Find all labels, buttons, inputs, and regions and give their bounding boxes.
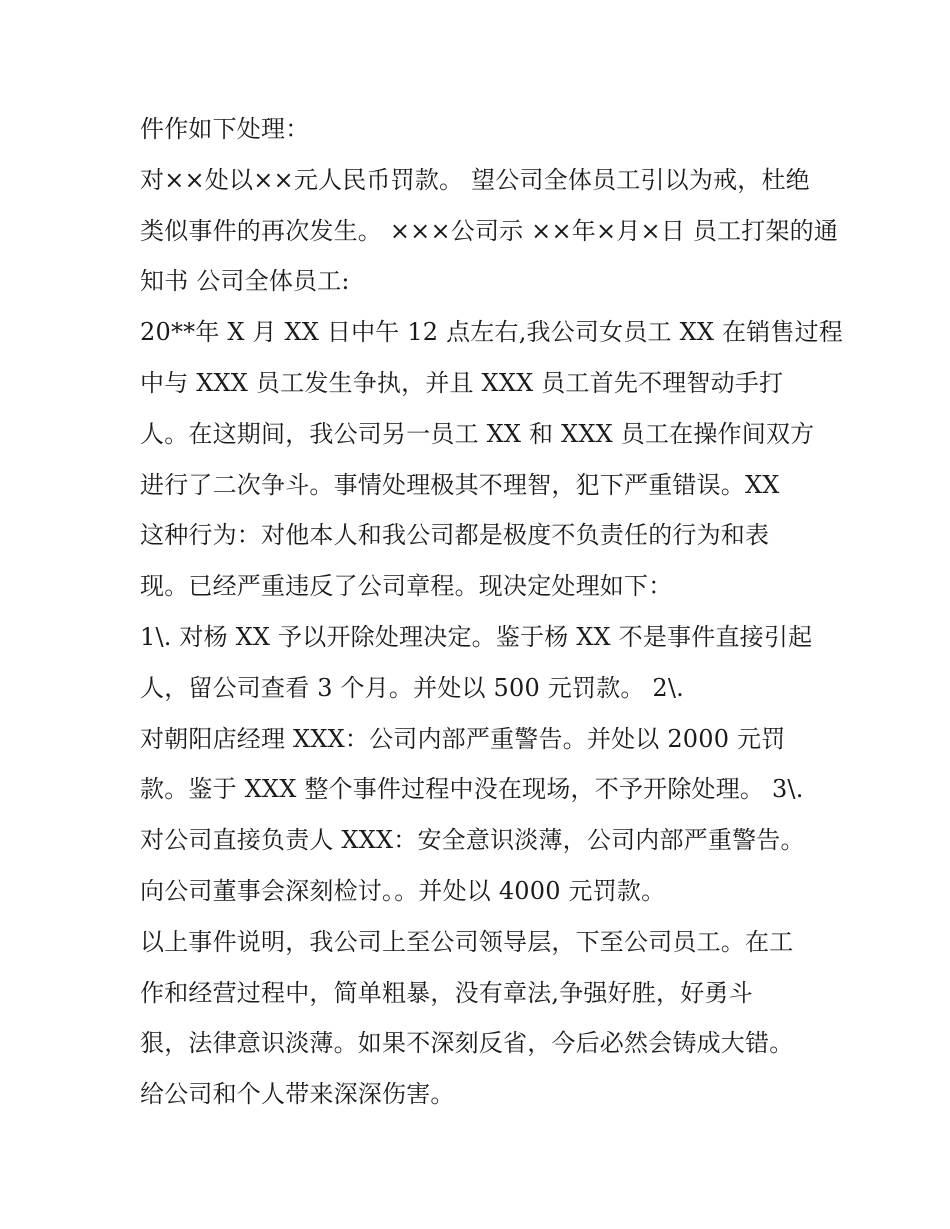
text-line: 中与 XXX 员工发生争执，并且 XXX 员工首先不理智动手打 <box>140 368 784 397</box>
text-line: 知书 公司全体员工: <box>140 267 350 296</box>
text-line: 进行了二次争斗。事情处理极其不理智，犯下严重错误。XX <box>140 470 780 499</box>
text-line: 对朝阳店经理 XXX：公司内部严重警告。并处以 2000 元罚 <box>140 724 786 753</box>
text-line: 类似事件的再次发生。 ×××公司示 ××年×月×日 员工打架的通 <box>140 216 839 245</box>
document-body <box>140 104 843 1120</box>
text-line: 20**年 X 月 XX 日中午 12 点左右,我公司女员工 XX 在销售过程 <box>140 318 843 347</box>
text-line: 对××处以××元人民币罚款。 望公司全体员工引以为戒，杜绝 <box>140 165 810 194</box>
text-line: 件作如下处理： <box>140 115 310 143</box>
text-line: 给公司和个人带来深深伤害。 <box>140 1080 455 1109</box>
text-line: 向公司董事会深刻检讨。。并处以 4000 元罚款。 <box>140 876 666 905</box>
text-line: 现。已经严重违反了公司章程。现决定处理如下： <box>140 572 673 601</box>
text-line: 对公司直接负责人 XXX：安全意识淡薄，公司内部严重警告。 <box>140 826 805 855</box>
text-line: 款。鉴于 XXX 整个事件过程中没在现场，不予开除处理。 3\. <box>140 775 804 804</box>
text-line: 作和经营过程中，简单粗暴，没有章法,争强好胜，好勇斗 <box>140 978 753 1007</box>
text-line: 1\. 对杨 XX 予以开除处理决定。鉴于杨 XX 不是事件直接引起 <box>140 622 813 651</box>
text-line: 狠，法律意识淡薄。如果不深刻反省，今后必然会铸成大错。 <box>140 1029 794 1058</box>
text-line: 人，留公司查看 3 个月。并处以 500 元罚款。 2\. <box>140 673 685 702</box>
text-line: 以上事件说明，我公司上至公司领导层，下至公司员工。在工 <box>140 927 794 956</box>
text-line: 人。在这期间，我公司另一员工 XX 和 XXX 员工在操作间双方 <box>140 419 815 448</box>
text-line: 这种行为：对他本人和我公司都是极度不负责任的行为和表 <box>140 521 770 550</box>
